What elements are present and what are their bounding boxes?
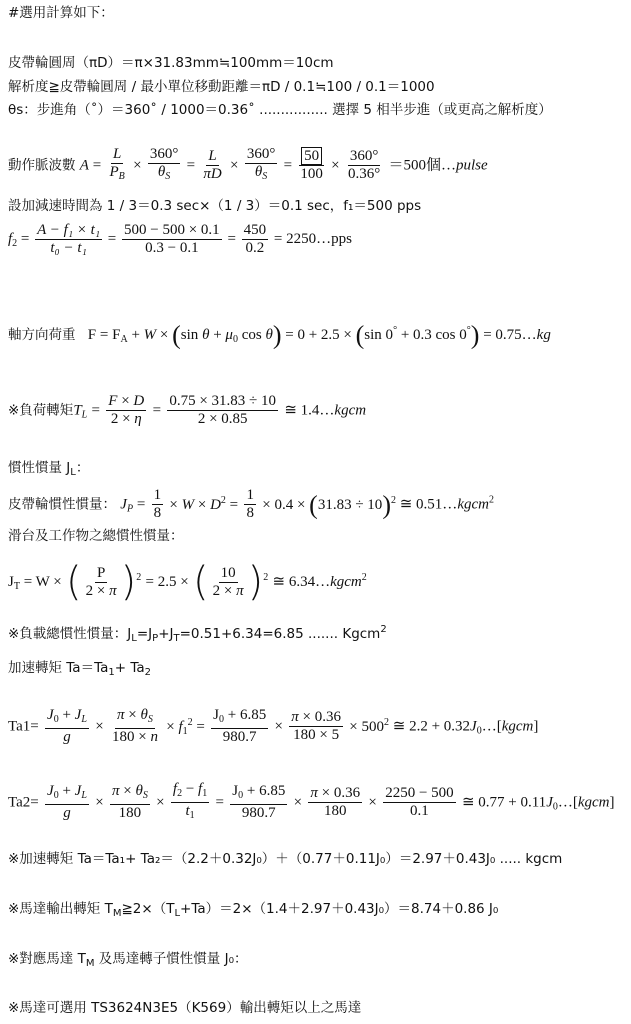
resolution-line: 解析度≧皮帶輪圓周 / 最小單位移動距離＝πD / 0.1≒100 / 0.1＝1000 (8, 79, 435, 95)
fraction: $\frac{2250 - 500}{0.1}$ (385, 785, 454, 819)
motor-match-line: ※對應馬達 $T_M$ 及馬達轉子慣性慣量 J₀： (8, 951, 248, 969)
fraction: $\frac{L}{\pi D}$ (203, 148, 222, 182)
table-inertia-label: 滑台及工作物之總慣性慣量： (8, 528, 184, 544)
axial-load-unit: kg (536, 327, 551, 343)
pulse-unit: pulse (456, 157, 488, 174)
fraction: $\frac{450}{0.2}$ (243, 222, 267, 256)
fraction: $\frac{J_0 + J_L}{g}$ (47, 707, 87, 745)
fraction: $\frac{P}{2 \times \pi}$ (85, 564, 117, 599)
section-heading: #選用計算如下： (8, 5, 114, 21)
motor-selection-line: ※馬達可選用 TS3624N3E5（K569）輸出轉矩以上之馬達 (8, 1000, 362, 1016)
load-torque-unit: kgcm (334, 402, 367, 419)
ta2-unit: kgcm (577, 794, 610, 811)
fraction: $\frac{\text{A − f₁ × t₁}}{\text{t₀ − t₁}}$ (37, 222, 101, 256)
f2-result: = 2250…pps (273, 230, 352, 247)
fraction: $\frac{10}{2 \times \pi}$ (212, 564, 244, 599)
motor-output-torque: ※馬達輸出轉矩 $T_M≧2\times(T_L+Ta)=2\times(1.4+2.97+0.43J_0)=8.74+0.86$ J₀ (8, 901, 499, 919)
inertia-title: 慣性慣量 $J_L$： (8, 460, 90, 478)
accel-time-line: 設加減速時間為 1 / 3＝0.3 sec×（1 / 3）＝0.1 sec，f₁＝500 pps (8, 198, 422, 214)
axial-load-result: = 0.75… (483, 327, 537, 343)
step-angle-line: θs：步進角（˚）＝360˚ / 1000＝0.36˚ ................ 選擇 5 相半步進（或更高之解析度） (8, 102, 552, 118)
accel-torque-sum: ※加速轉矩 Ta＝Ta₁+ Ta₂＝（2.2＋0.32J₀）＋（0.77＋0.11J₀）＝2.97＋0.43J₀ ..... kgcm (8, 851, 563, 867)
fraction: $\frac{\pi \times \theta_S}{180}$ (111, 783, 148, 821)
belt-inertia-unit: kgcm (457, 496, 489, 513)
pulse-result: ＝500個 (388, 157, 441, 174)
fraction: $\frac{360^\circ}{\theta_S}$ (149, 146, 179, 182)
axial-load-label: 軸方向荷重 (8, 327, 76, 343)
pulse-label: 動作脈波數 (8, 157, 76, 174)
fraction: $\frac{\pi \times 0.36}{180 \times 5}$ (291, 709, 341, 743)
belt-inertia-label: 皮帶輪慣性慣量： (8, 496, 116, 513)
ta2-result: ≅ 0.77 + 0.11 (461, 794, 547, 811)
accel-torque-title: 加速轉矩 $Ta=Ta_1+ Ta_2$ (8, 660, 152, 678)
fraction: $\frac{360^\circ}{\theta_S}$ (246, 146, 276, 182)
fraction: $\frac{\pi \times \theta_S}{180 \times n}$ (111, 707, 158, 745)
fraction: $\frac{L}{P_B}$ (109, 146, 125, 182)
belt-inertia-equation: 皮帶輪慣性慣量： $J_P$ = $\frac{1}{8}$ × $W \times D^2$ = $\frac{1}{8}$ × $0.4 \times (31.83 \div 10)^2$ ≅ 0.51…kgcm$^2$ (8, 487, 494, 521)
fraction: $\frac{500 - 500 \times 0.1}{0.3 - 0.1}$ (124, 222, 220, 256)
load-torque-label: ※負荷轉矩 (8, 402, 74, 419)
fraction: $\frac{1}{8}$ (153, 487, 162, 521)
fraction: $\frac{f_2 - f_1}{t_1}$ (172, 781, 208, 821)
fraction: $\frac{J_0 + J_L}{g}$ (47, 783, 87, 821)
ta1-unit: kgcm (501, 718, 534, 735)
fraction: $\frac{50}{100}$ (300, 148, 323, 182)
fraction: $\frac{0.75 \times 31.83 \div 10}{2 \times 0.85}$ (169, 393, 277, 427)
load-torque-result: ≅ 1.4… (284, 402, 335, 419)
axial-load-equation: 軸方向荷重 $F = F_A + W \times (\sin$ $\theta + \mu_0$ cos θ) = 0 + 2.5 × (sin 0° + 0.3 cos 0°) = 0.75…kg (8, 320, 551, 350)
fraction: $\frac{\pi \times 0.36}{180}$ (310, 785, 361, 819)
ta1-equation: Ta1= $\frac{J_0 + J_L}{g}$ × $\frac{\pi \times \theta_S}{180 \times n}$ × $f_1^2$ = $\frac{J_0 + 6.85}{980.7}$ × $\frac{\pi \times 0.36}{180 \times 5}$ × $500^2$ ≅ $2.2 + 0.32J_0\dots[kgcm]$ (8, 707, 539, 745)
fraction: $\frac{J_0 + 6.85}{980.7}$ (232, 783, 286, 821)
ta1-result: ≅ 2.2 + 0.32 (392, 718, 471, 735)
ta2-equation: Ta2= $\frac{J_0 + J_L}{g}$ × $\frac{\pi \times \theta_S}{180}$ × $\frac{f_2 - f_1}{t_1}$ = $\frac{J_0 + 6.85}{980.7}$ × $\frac{\pi \times 0.36}{180}$ × $\frac{2250 - 500}{0.1}$ ≅ $0.77 + 0.11J_0\dots[kgcm]$ (8, 781, 615, 824)
fraction: $\frac{F \times D}{2 \times \eta}$ (108, 393, 145, 427)
table-inertia-result: ≅ 6.34… (272, 574, 331, 590)
fraction: $\frac{1}{8}$ (246, 487, 254, 521)
f2-equation: $f_2$ = $\frac{\text{A − f₁ × t₁}}{\text{t₀ − t₁}}$ = $\frac{500 - 500 \times 0.1}{0.3 - 0.1}$ = $\frac{450}{0.2}$ = 2250…pps (8, 222, 352, 256)
table-inertia-unit: kgcm (330, 574, 362, 590)
fraction: $\frac{J_0 + 6.85}{980.7}$ (213, 707, 267, 745)
total-inertia-line: ※負載總慣性慣量：$J_L=J_P+J_T=0.51+6.34=6.85$ ....... Kgcm$^2$ (8, 624, 387, 644)
table-inertia-equation: $J_T = W$ × ( $\frac{P}{2 \times \pi}$ )$^2$ = 2.5 × ( $\frac{10}{2 \times \pi}$ )$^2$ ≅ 6.34…kgcm$^2$ (8, 559, 367, 605)
belt-circumference: 皮帶輪圓周（πD）＝π×31.83mm≒100mm＝10cm (8, 55, 334, 71)
fraction: $\frac{360^\circ}{0.36^\circ}$ (347, 148, 381, 182)
load-torque-equation: ※負荷轉矩$T_L$ = $\frac{F \times D}{2 \times \eta}$ = $\frac{0.75 \times 31.83 \div 10}{2 \times 0.85}$ ≅ 1.4…kgcm (8, 393, 367, 427)
belt-inertia-result: ≅ 0.51… (399, 496, 458, 513)
pulse-count-equation: 動作脈波數 A = $\frac{L}{P_B}$ × $\frac{360^\circ}{\theta_S}$ = $\frac{L}{\pi D}$ × $\frac{360^\circ}{\theta_S}$ = $\frac{50}{100}$ × $\frac{360^\circ}{0.36^\circ}$ ＝500個…pulse (8, 146, 488, 185)
